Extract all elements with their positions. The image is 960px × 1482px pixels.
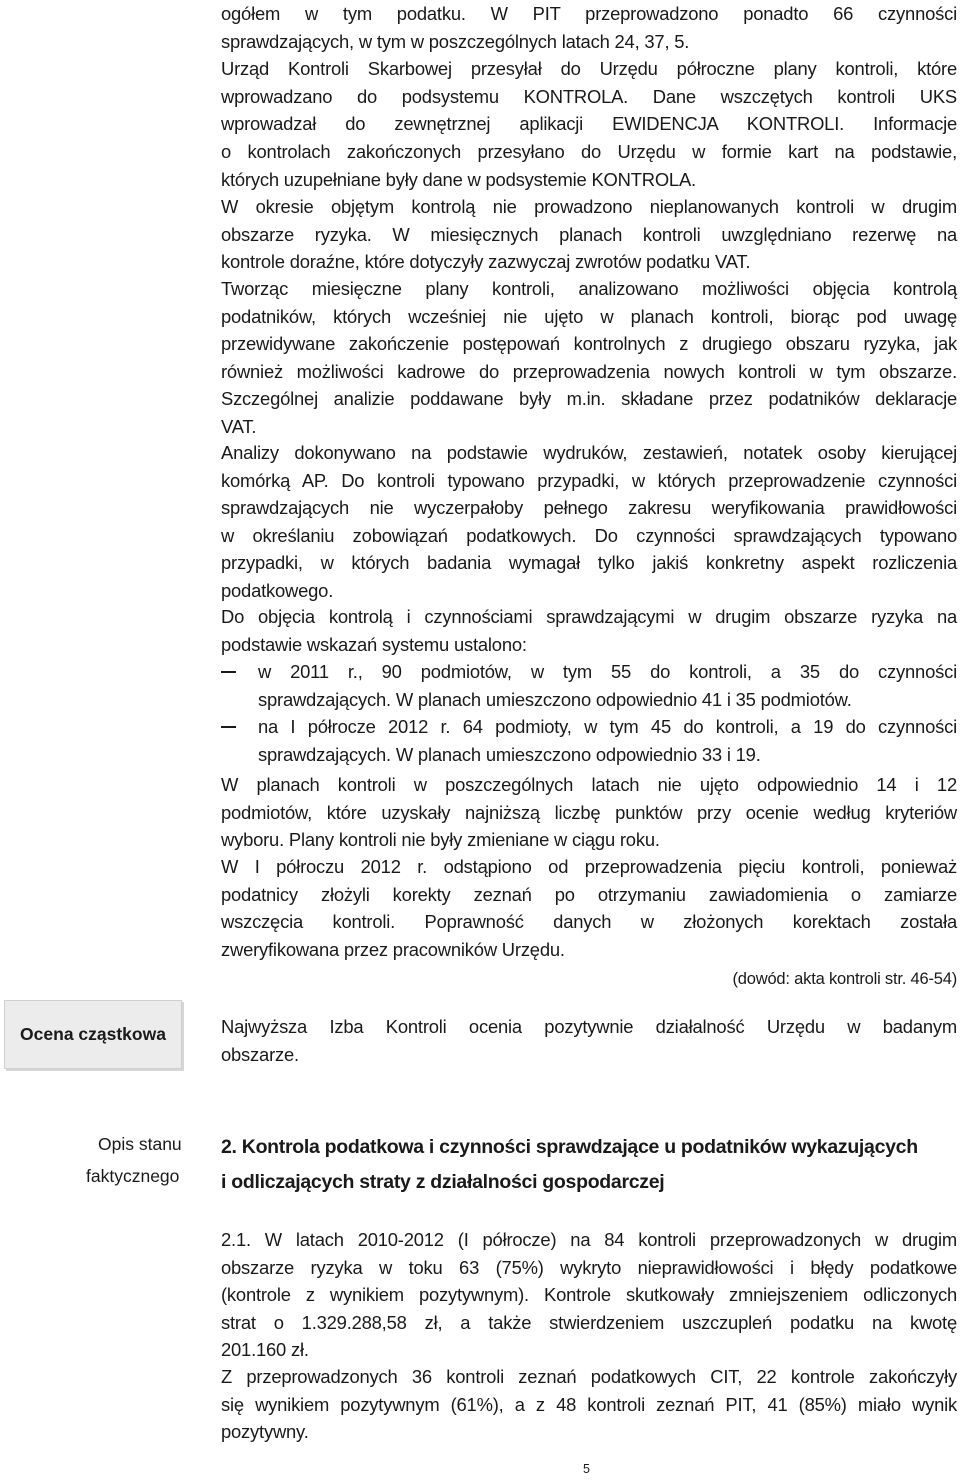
text-line: w 2011 r., 90 podmiotów, w tym 55 do kontroli, a 35 do czynności — [258, 661, 957, 683]
partial-assessment-label — [4, 1000, 182, 1069]
text-line: sprawdzających. W planach umieszczono odpowiednio 41 i 35 podmiotów. — [258, 688, 852, 710]
text-line: których uzupełniane były dane w podsystemie KONTROLA. — [221, 168, 696, 190]
text-line: wprowadzano do podsystemu KONTROLA. Dane wszczętych kontroli UKS — [221, 85, 957, 107]
paragraph-withdrawn-controls — [221, 853, 957, 963]
text-line: o kontrolach zakończonych przesyłano do Urzędu w formie kart na podstawie, — [221, 140, 957, 162]
text-line: 2.1. W latach 2010-2012 (I półrocze) na 84 kontroli przeprowadzonych w drugim — [221, 1229, 957, 1250]
list-item — [221, 658, 957, 713]
text-line: ogółem w tym podatku. W PIT przeprowadzono ponadto 66 czynności — [221, 3, 957, 24]
text-line: strat o 1.329.288,58 zł, a także stwierdzeniem uszczupleń podatku na kwotę — [221, 1311, 957, 1333]
text-line: wszczęcia kontroli. Poprawność danych w złożonych korektach została — [221, 911, 957, 933]
facts-description-label — [66, 1128, 196, 1192]
text-line: wprowadzał do zewnętrznej aplikacji EWIDENCJA KONTROLI. Informacje — [221, 113, 957, 135]
paragraph-analyses — [221, 439, 957, 605]
facts-label-line: Opis stanu — [98, 1134, 182, 1154]
text-line: Do objęcia kontrolą i czynnościami sprawdzającymi w drugim obszarze ryzyka na — [221, 606, 957, 627]
page-number: 5 — [583, 1462, 590, 1476]
text-line: 201.160 zł. — [221, 1339, 309, 1361]
text-line: wyboru. Plany kontroli nie były zmieniane w ciągu roku. — [221, 829, 660, 851]
text-line: Z przeprowadzonych 36 kontroli zeznań podatkowych CIT, 22 kontrole zakończyły — [221, 1366, 957, 1387]
text-line: W planach kontroli w poszczególnych latach nie ujęto odpowiednio 14 i 12 — [221, 774, 957, 795]
paragraph-monthly-plans — [221, 275, 957, 441]
text-line: Najwyższa Izba Kontroli ocenia pozytywnie działalność Urzędu w badanym — [221, 1016, 957, 1037]
dash-bullet-icon — [221, 671, 236, 672]
assessment-text — [221, 1013, 957, 1068]
text-line: obszarze. — [221, 1043, 299, 1065]
text-line: się wynikiem pozytywnym (61%), a z 48 kontroli zeznań PIT, 41 (85%) miało wynik — [221, 1393, 957, 1415]
text-line: kontrole doraźne, które dotyczyły zazwyczaj zwrotów podatku VAT. — [221, 251, 751, 273]
text-line: podatników, których wcześniej nie ujęto w planach kontroli, biorąc pod uwagę — [221, 305, 957, 327]
paragraph-cit-pit — [221, 1363, 957, 1446]
heading-line: 2. Kontrola podatkowa i czynności sprawdzające u podatników wykazujących — [221, 1136, 918, 1158]
text-line: przewidywane zakończenie postępowań kontrolnych z drugiego obszaru ryzyka, jak — [221, 333, 957, 355]
text-line: podatnicy złożyli korekty zeznań po otrzymaniu zawiadomienia o zamiarze — [221, 883, 957, 905]
text-line: zweryfikowana przez pracowników Urzędu. — [221, 938, 565, 960]
heading-line: i odliczających straty z działalności gospodarczej — [221, 1171, 665, 1193]
text-line: W I półroczu 2012 r. odstąpiono od przeprowadzenia pięciu kontroli, ponieważ — [221, 856, 957, 877]
list-item — [221, 713, 957, 768]
text-line: obszarze ryzyka. W miesięcznych planach kontroli uwzględniano rezerwę na — [221, 223, 957, 245]
text-line: W okresie objętym kontrolą nie prowadzono nieplanowanych kontroli w drugim — [221, 196, 957, 217]
text-line: sprawdzających. W planach umieszczono odpowiednio 33 i 19. — [258, 743, 761, 765]
text-line: w określaniu zobowiązań podatkowych. Do czynności sprawdzających typowano — [221, 524, 957, 546]
text-line: sprawdzających, w tym w poszczególnych latach 24, 37, 5. — [221, 30, 690, 52]
text-line: (kontrole z wynikiem pozytywnym). Kontrole skutkowały zmniejszeniem odliczonych — [221, 1284, 957, 1306]
text-line: podatkowego. — [221, 579, 334, 601]
text-line: podstawie wskazań systemu ustalono: — [221, 633, 527, 655]
text-line: obszarze ryzyka w toku 63 (75%) wykryto nieprawidłowości i błędy podatkowe — [221, 1256, 957, 1278]
facts-label-line: faktycznego — [86, 1166, 180, 1186]
text-line: na I półrocze 2012 r. 64 podmioty, w tym 45 do kontroli, a 19 do czynności — [258, 716, 957, 738]
text-line: podmiotów, które uzyskały najniższą liczbę punktów przy ocenie według kryteriów — [221, 801, 957, 823]
text-line: Szczególnej analizie poddawane były m.in. składane przez podatników deklaracje — [221, 388, 957, 410]
paragraph-risk-area-selection — [221, 603, 957, 769]
text-line: sprawdzających nie wyczerpałoby pełnego zakresu weryfikowania prawidłowości — [221, 497, 957, 519]
text-line: również możliwości kadrowe do przeprowadzenia nowych kontroli w tym obszarze. — [221, 360, 957, 382]
text-line: komórką AP. Do kontroli typowano przypadki, w których przeprowadzenie czynności — [221, 469, 957, 491]
partial-assessment-label-text: Ocena cząstkowa — [20, 1024, 166, 1044]
paragraph-ukss-plans — [221, 0, 957, 193]
paragraph-excluded-entities — [221, 771, 957, 854]
text-line: Tworząc miesięczne plany kontroli, analizowano możliwości objęcia kontrolą — [221, 278, 957, 299]
paragraph-unplanned-controls — [221, 193, 957, 276]
paragraph-2-1 — [221, 1226, 957, 1364]
text-line: Analizy dokonywano na podstawie wydruków, zestawień, notatek osoby kierującej — [221, 442, 957, 463]
evidence-note: (dowód: akta kontroli str. 46-54) — [732, 970, 957, 988]
text-line: VAT. — [221, 415, 257, 437]
text-line: pozytywny. — [221, 1421, 309, 1443]
dash-bullet-icon — [221, 726, 236, 727]
text-line: przypadki, w których badania wymagał tylko jakiś konkretny aspekt rozliczenia — [221, 552, 957, 574]
text-line: Urząd Kontroli Skarbowej przesyłał do Urzędu półroczne plany kontroli, które — [221, 58, 957, 80]
section-heading — [221, 1130, 957, 1200]
